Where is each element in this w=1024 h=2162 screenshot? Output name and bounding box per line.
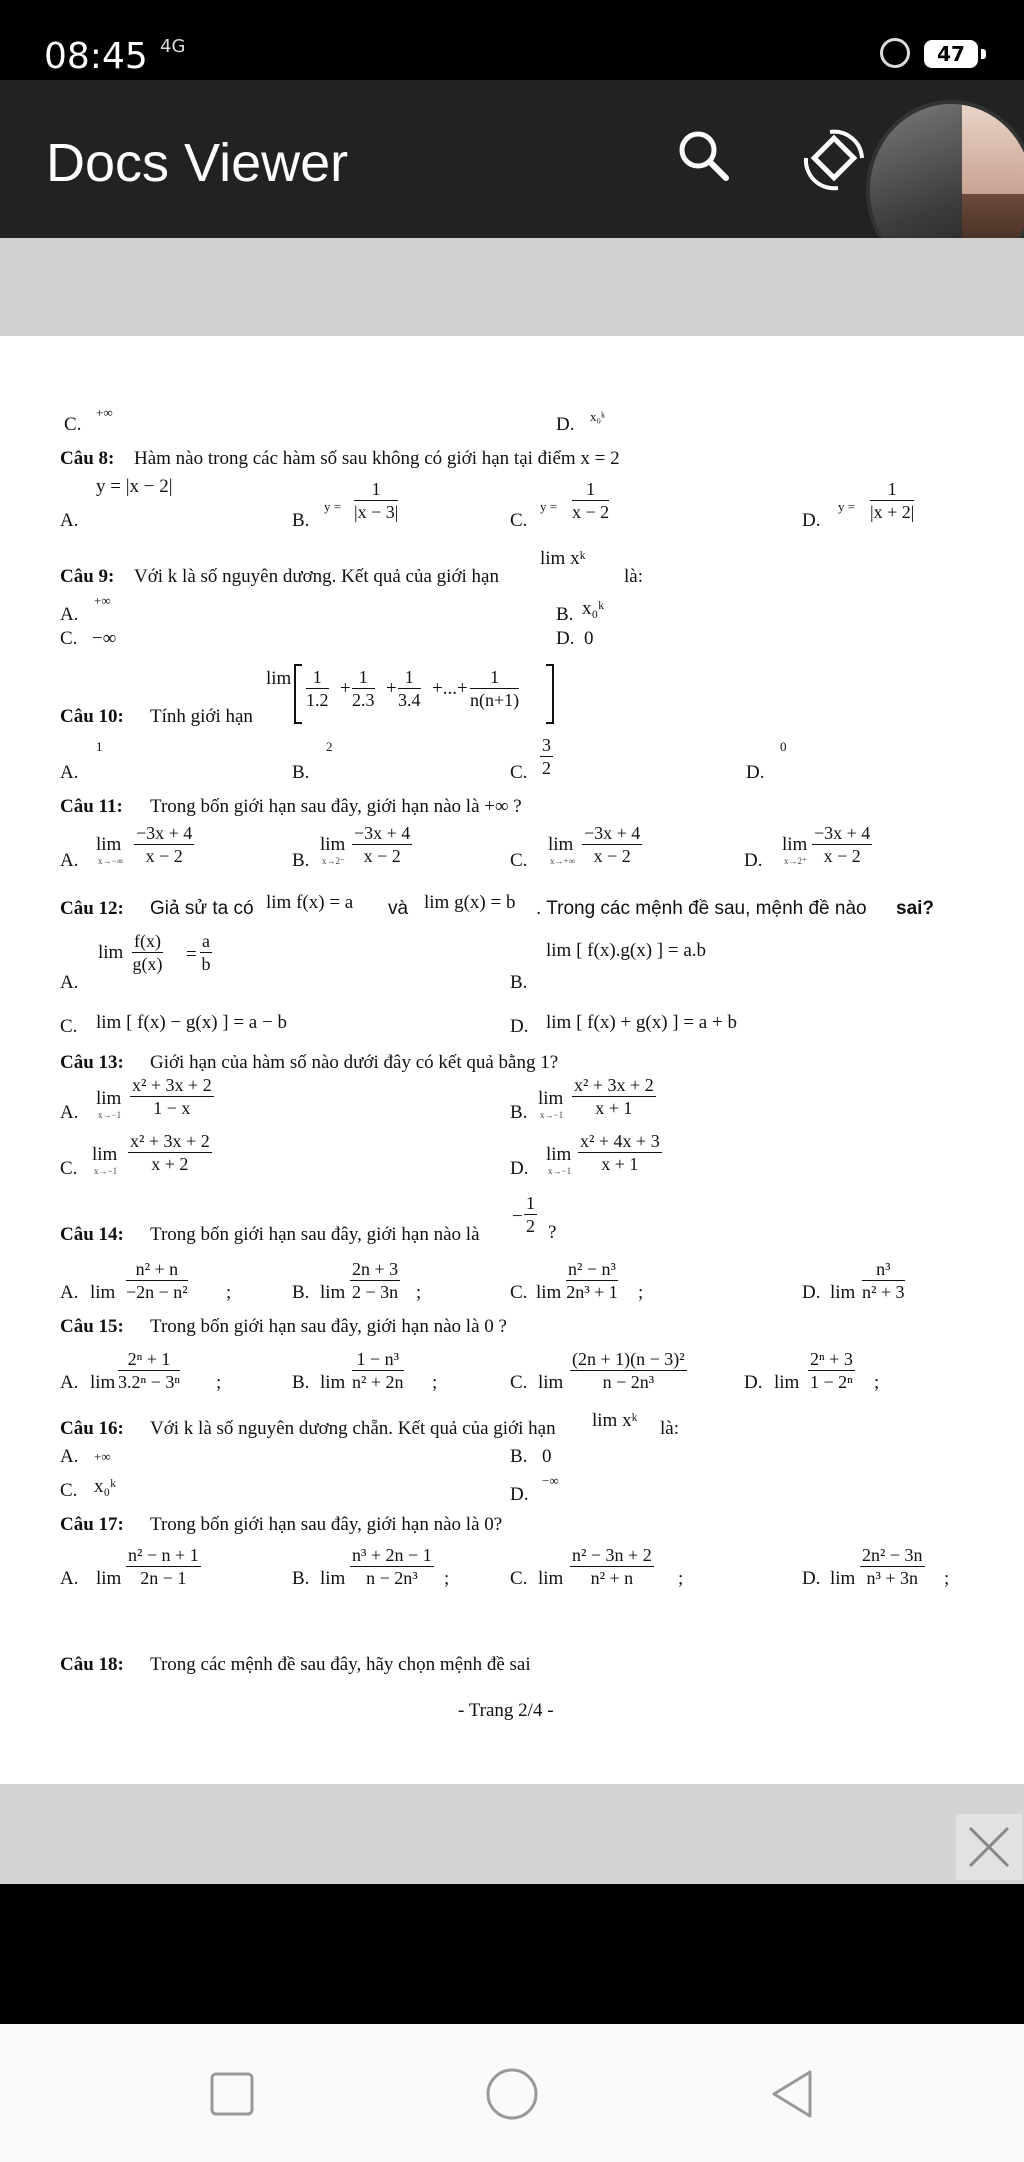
q9-text: Với k là số nguyên dương. Kết quả của giới hạn [134,566,499,587]
square-icon [200,2062,264,2126]
q13-option-b: B. [510,1102,528,1123]
q15-option-b: B. [292,1372,310,1393]
viewer-gutter-top [0,238,1024,336]
search-icon [672,124,736,188]
q9-option-a: A. [60,604,79,625]
q8-option-b: B. [292,510,310,531]
q14-value-sign: − [512,1206,523,1227]
q17-option-a: A. [60,1568,79,1589]
q12-option-b-value: lim [ f(x).g(x) ] = a.b [546,940,707,961]
prev-option-c-value: +∞ [96,405,113,420]
q15-option-a-lim: lim [90,1372,116,1393]
q15-option-a-semi: ; [216,1372,222,1393]
q10-term-1: $\frac{1}{1.2}$ [306,667,329,710]
battery-indicator: 47 [924,40,978,68]
q9-option-d: D. [556,628,575,649]
q8-option-a-value: y = |x − 2| [96,476,173,497]
q14-option-a-semi: ; [226,1282,232,1303]
q12-sai: sai? [896,898,935,919]
q8-option-c: C. [510,510,528,531]
q11-option-a-lim: lim x→−∞ [96,834,123,866]
q15-option-c-lim: lim [538,1372,564,1393]
rotation-lock-icon [880,38,910,68]
q17-option-d-fraction: $\frac{\text{2n² − 3n}}{\text{n³ + 3n}}$ [862,1545,923,1588]
q12-text-1: Giả sử ta có [150,898,254,919]
black-band [0,1884,1024,2024]
q10-option-b-value: 2 [326,739,333,754]
q18-label: Câu 18: [60,1654,124,1675]
q12-lim-g: lim g(x) = b [424,892,516,913]
q15-option-d-lim: lim [774,1372,800,1393]
q16-option-b-value: 0 [542,1446,552,1467]
q10-term-n: $\frac{1}{n(n+1)}$ [470,667,520,710]
q14-option-b-fraction: $\frac{2n + 3}{2 - 3n}$ [352,1259,399,1302]
q15-text: Trong bốn giới hạn sau đây, giới hạn nào là 0 ? [150,1316,507,1337]
q13-option-d-lim: lim x→−1 [546,1144,572,1176]
q17-option-a-lim: lim [96,1568,122,1589]
q13-option-b-fraction: $\frac{\text{x² + 3x + 2}}{x + 1}$ [574,1075,654,1118]
q14-label: Câu 14: [60,1224,124,1245]
q10-lim: lim [266,668,292,689]
q12-option-a-lim: lim [98,942,124,963]
circle-icon [480,2062,544,2126]
q13-option-d: D. [510,1158,529,1179]
q9-label: Câu 9: [60,566,115,587]
status-time: 08:45 [44,36,148,77]
close-button[interactable] [956,1814,1022,1880]
q8-option-c-fraction: $\frac{1}{x - 2}$ [572,479,610,522]
q15-option-d-semi: ; [874,1372,880,1393]
q16-option-b: B. [510,1446,528,1467]
q14-question-mark: ? [548,1222,557,1243]
q16-label: Câu 16: [60,1418,124,1439]
q14-option-d: D. [802,1282,821,1303]
app-bar [0,80,1024,238]
q12-option-d-value: lim [ f(x) + g(x) ] = a + b [546,1012,737,1033]
search-button[interactable] [672,124,736,188]
q11-option-b-lim: lim x→2⁻ [320,834,346,866]
viewer-gutter-bottom [0,1784,1024,1884]
q17-option-b-lim: lim [320,1568,346,1589]
q9-limit: lim xᵏ [540,548,586,569]
q10-term-2: $\frac{1}{2.3}$ [352,667,375,710]
q13-option-a: A. [60,1102,79,1123]
q16-tail: là: [660,1418,679,1439]
q14-option-d-fraction: $\frac{\text{n³}}{\text{n² + 3}}$ [862,1259,905,1302]
system-nav-bar [0,2024,1024,2162]
q11-option-c-fraction: $\frac{-3x + 4}{x - 2}$ [584,823,641,866]
q14-option-b: B. [292,1282,310,1303]
close-icon [956,1814,1022,1880]
q17-option-c-fraction: $\frac{\text{n² − 3n + 2}}{\text{n² + n}}$ [572,1545,652,1588]
q15-option-b-semi: ; [432,1372,438,1393]
q13-option-b-lim: lim x→−1 [538,1088,564,1120]
home-button[interactable] [480,2062,544,2126]
q17-option-b: B. [292,1568,310,1589]
q10-option-d: D. [746,762,765,783]
q17-option-d: D. [802,1568,821,1589]
q12-option-c: C. [60,1016,78,1037]
q8-option-b-fraction: $\frac{1}{|x - 3|}$ [354,479,399,522]
q12-text-2: . Trong các mệnh đề sau, mệnh đề nào [536,898,867,919]
q17-option-c-semi: ; [678,1568,684,1589]
q13-label: Câu 13: [60,1052,124,1073]
q9-option-d-value: 0 [584,628,594,649]
q17-option-c-lim: lim [538,1568,564,1589]
q10-option-b: B. [292,762,310,783]
q10-label: Câu 10: [60,706,124,727]
q17-label: Câu 17: [60,1514,124,1535]
q11-option-d-lim: lim x→2⁺ [782,834,808,866]
q15-option-b-fraction: $\frac{\text{1 − n³}}{\text{n² + 2n}}$ [352,1349,404,1392]
q17-option-b-semi: ; [444,1568,450,1589]
q16-option-d: D. [510,1484,529,1505]
q15-option-a: A. [60,1372,79,1393]
q13-text: Giới hạn của hàm số nào dưới đây có kết quả bằng 1? [150,1052,559,1073]
q8-option-a: A. [60,510,79,531]
q12-and: và [388,898,409,919]
app-title: Docs Viewer [46,133,349,193]
q8-option-c-y: y = [540,499,558,514]
q9-option-a-value: +∞ [94,593,111,608]
q9-option-c: C. [60,628,78,649]
q11-option-a-fraction: $\frac{-3x + 4}{x - 2}$ [136,823,193,866]
q17-option-d-semi: ; [944,1568,950,1589]
q15-option-b-lim: lim [320,1372,346,1393]
status-bar [0,0,1024,80]
q9-option-b: B. [556,604,574,625]
rotate-icon [800,124,870,194]
q10-text: Tính giới hạn [150,706,253,727]
q17-option-c: C. [510,1568,528,1589]
q15-option-d: D. [744,1372,763,1393]
q17-option-d-lim: lim [830,1568,856,1589]
q9-tail: là: [624,566,643,587]
q16-option-d-value: −∞ [542,1473,559,1488]
q8-option-d-y: y = [838,499,856,514]
q13-option-a-lim: lim x→−1 [96,1088,122,1120]
q10-option-c-value: $\frac{3}{2}$ [542,735,551,778]
q15-option-c: C. [510,1372,528,1393]
q12-option-d: D. [510,1016,529,1037]
recent-apps-button[interactable] [200,2062,264,2126]
q10-plus-1: + [340,678,351,699]
q13-option-d-fraction: $\frac{\text{x² + 4x + 3}}{x + 1}$ [580,1131,660,1174]
q10-term-3: $\frac{1}{3.4}$ [398,667,421,710]
q8-option-d: D. [802,510,821,531]
q12-option-a-fraction: $\frac{f(x)}{g(x)}$ [132,931,163,974]
q8-option-d-fraction: $\frac{1}{|x + 2|}$ [870,479,915,522]
q13-option-a-fraction: $\frac{\text{x² + 3x + 2}}{1 - x}$ [132,1075,212,1118]
q11-option-b-fraction: $\frac{-3x + 4}{x - 2}$ [354,823,411,866]
q18-text: Trong các mệnh đề sau đây, hãy chọn mệnh đề sai [150,1654,531,1675]
q14-option-c-lim: lim [536,1282,562,1303]
document-page[interactable] [0,336,1024,1784]
q15-option-d-fraction: $\frac{\text{2ⁿ + 3}}{\text{1 − 2ⁿ}}$ [810,1349,853,1392]
q14-value-fraction: $\frac{1}{2}$ [526,1193,535,1236]
q15-option-c-fraction: $\frac{\text{(2n + 1)(n − 3)²}}{\text{n − 2n³}}$ [572,1349,685,1392]
q15-option-a-fraction: $\frac{\text{2ⁿ + 1}}{\text{3.2ⁿ − 3ⁿ}}$ [118,1349,180,1392]
q8-text: Hàm nào trong các hàm số sau không có giới hạn tại điểm x = 2 [134,448,620,469]
q13-option-c-fraction: $\frac{\text{x² + 3x + 2}}{x + 2}$ [130,1131,210,1174]
q14-option-b-semi: ; [416,1282,422,1303]
q10-option-a-value: 1 [96,739,103,754]
triangle-back-icon [760,2062,824,2126]
q12-label: Câu 12: [60,898,124,919]
q11-label: Câu 11: [60,796,123,817]
q16-option-a-value: +∞ [94,1449,111,1464]
q10-dots: +...+ [432,678,468,699]
q14-option-c-fraction: $\frac{\text{n² − n³}}{\text{2n³ + 1}}$ [566,1259,618,1302]
q14-option-b-lim: lim [320,1282,346,1303]
q12-lim-f: lim f(x) = a [266,892,354,913]
q14-option-d-lim: lim [830,1282,856,1303]
network-indicator: 4G [160,36,186,57]
q14-option-a-fraction: $\frac{\text{n² + n}}{\text{−2n − n²}}$ [126,1259,188,1302]
q12-option-b: B. [510,972,528,993]
q12-option-c-value: lim [ f(x) − g(x) ] = a − b [96,1012,287,1033]
q11-option-c: C. [510,850,528,871]
q16-option-a: A. [60,1446,79,1467]
q17-option-b-fraction: $\frac{\text{n³ + 2n − 1}}{\text{n − 2n³}}$ [352,1545,432,1588]
q15-label: Câu 15: [60,1316,124,1337]
q14-option-a: A. [60,1282,79,1303]
q10-option-a: A. [60,762,79,783]
q9-option-b-value: x₀ᵏ [582,598,605,619]
prev-option-d-value: x₀ᵏ [590,409,606,424]
prev-option-d: D. [556,414,575,435]
q11-option-a: A. [60,850,79,871]
q14-option-c-semi: ; [638,1282,644,1303]
q10-option-d-value: 0 [780,739,787,754]
q14-option-c: C. [510,1282,528,1303]
q10-option-c: C. [510,762,528,783]
q12-option-a-rhs: $\frac{a}{b}$ [201,931,211,974]
q11-text: Trong bốn giới hạn sau đây, giới hạn nào là +∞ ? [150,796,522,817]
q8-label: Câu 8: [60,448,115,469]
q12-option-a: A. [60,972,79,993]
q16-option-c-value: x₀ᵏ [94,1476,117,1497]
rotate-button[interactable] [800,124,870,194]
q8-option-b-y: y = [324,499,342,514]
q13-option-c-lim: lim x→−1 [92,1144,118,1176]
q16-option-c: C. [60,1480,78,1501]
q12-option-a-eq: = [186,944,197,965]
q11-option-d: D. [744,850,763,871]
q13-option-c: C. [60,1158,78,1179]
q17-text: Trong bốn giới hạn sau đây, giới hạn nào là 0? [150,1514,503,1535]
q16-text: Với k là số nguyên dương chẵn. Kết quả của giới hạn [150,1418,556,1439]
q14-option-a-lim: lim [90,1282,116,1303]
q9-option-c-value: −∞ [92,628,117,649]
q11-option-d-fraction: $\frac{-3x + 4}{x - 2}$ [814,823,871,866]
page-footer: - Trang 2/4 - [458,1700,554,1721]
q11-option-b: B. [292,850,310,871]
q16-limit: lim xᵏ [592,1410,638,1431]
prev-option-c: C. [64,414,82,435]
q17-option-a-fraction: $\frac{\text{n² − n + 1}}{2n - 1}$ [128,1545,199,1588]
q11-option-c-lim: lim x→+∞ [548,834,575,866]
q14-text: Trong bốn giới hạn sau đây, giới hạn nào là [150,1224,480,1245]
back-button[interactable] [760,2062,824,2126]
q10-plus-2: + [386,678,397,699]
